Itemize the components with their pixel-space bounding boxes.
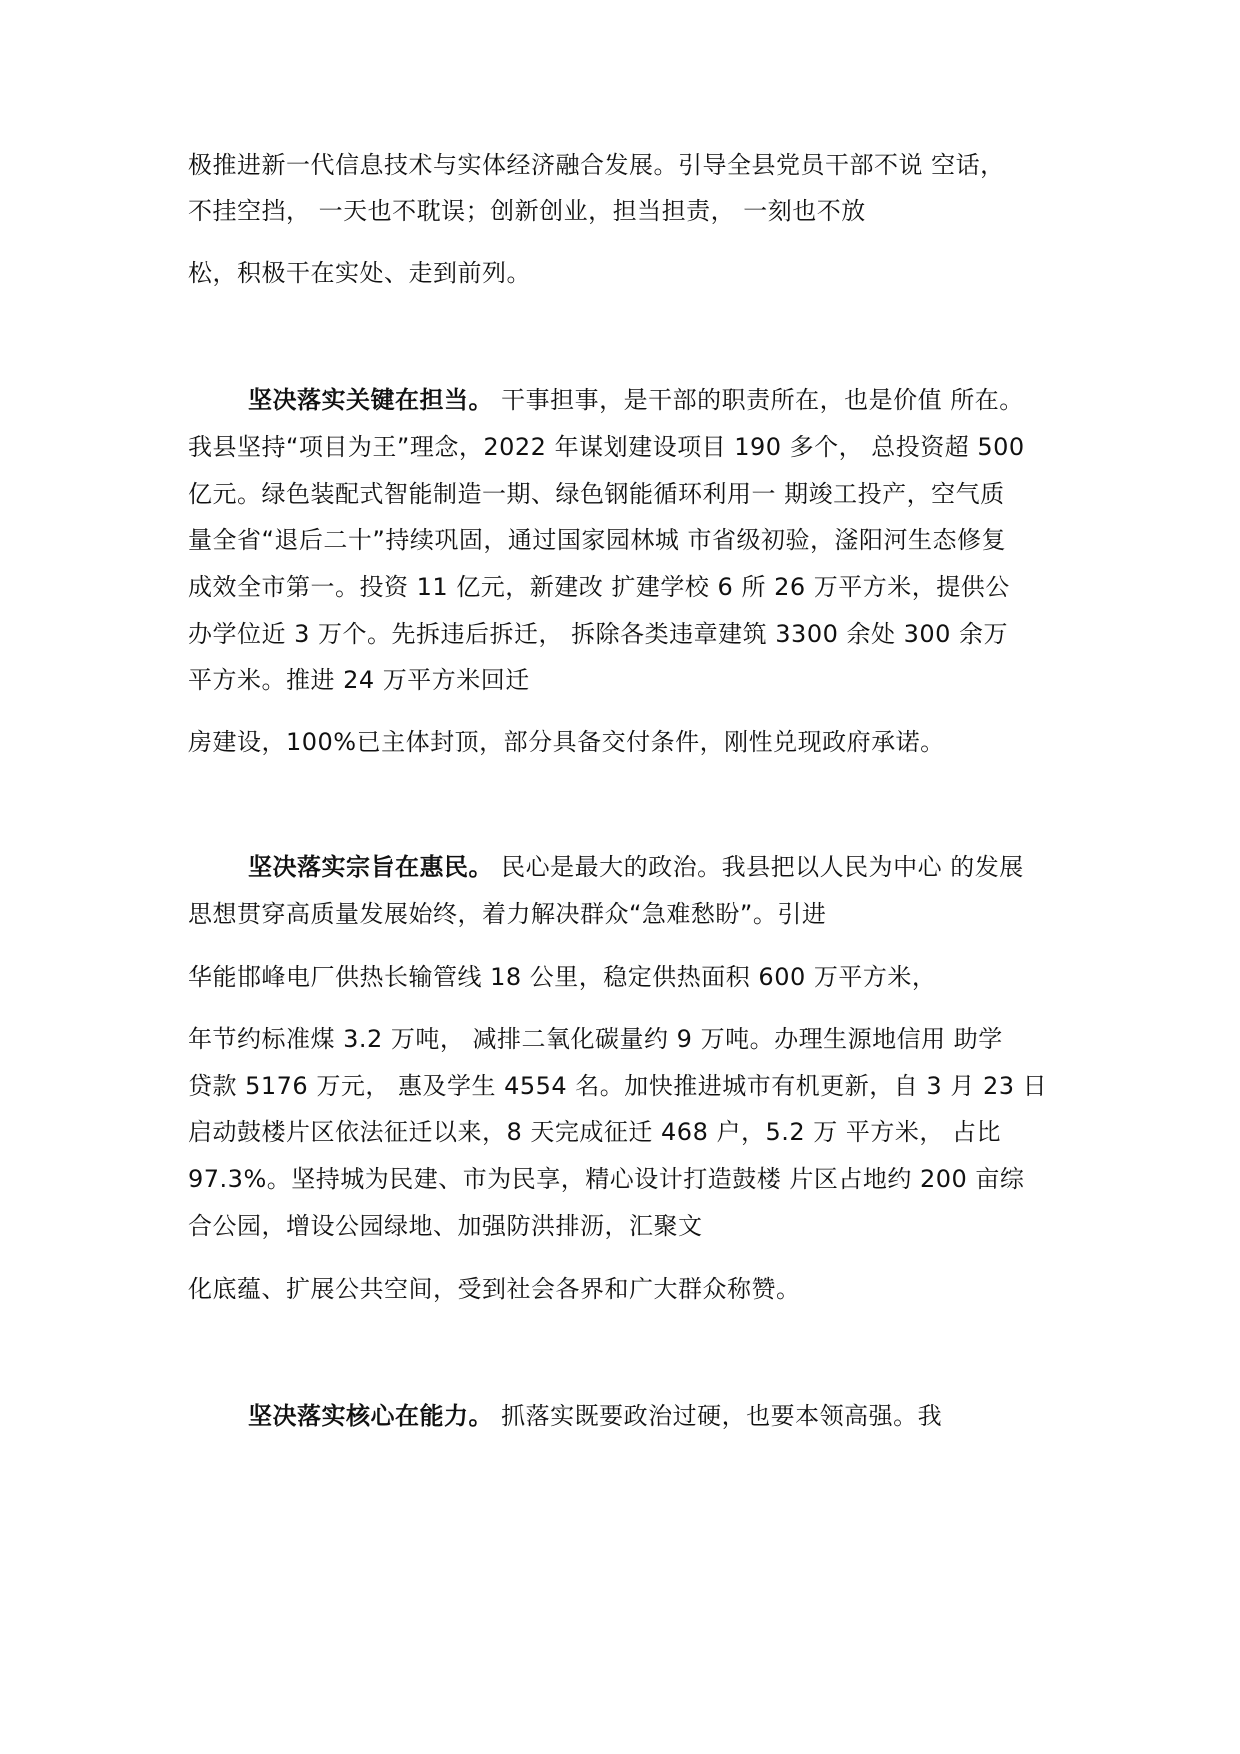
paragraph-first-line (248, 1399, 942, 1433)
text-line: 房建设，100%已主体封顶，部分具备交付条件，刚性兑现政府承诺。 (188, 728, 945, 756)
paragraph-lead-heading: 坚决落实宗旨在惠民。 (248, 853, 493, 881)
paragraph-first-line-text: 民心是最大的政治。我县把以人民为中心 的发展 (493, 853, 1024, 881)
text-line: 化底蕴、扩展公共空间，受到社会各界和广大群众称赞。 (188, 1275, 801, 1303)
text-line: 量全省“退后二十”持续巩固，通过国家园林城 市省级初验，滏阳河生态修复 (188, 526, 1006, 554)
text-line: 亿元。绿色装配式智能制造一期、绿色钢能循环利用一 期竣工投产，空气质 (188, 480, 1005, 508)
text-line: 平方米。推进 24 万平方米回迁 (188, 666, 530, 694)
text-line: 办学位近 3 万个。先拆违后拆迁， 拆除各类违章建筑 3300 余处 300 余万 (188, 620, 1009, 648)
text-line: 合公园，增设公园绿地、加强防洪排沥，汇聚文 (188, 1212, 703, 1240)
text-line: 97.3%。坚持城为民建、市为民享，精心设计打造鼓楼 片区占地约 200 亩综 (188, 1165, 1025, 1193)
text-line: 成效全市第一。投资 11 亿元，新建改 扩建学校 6 所 26 万平方米，提供公 (188, 573, 1010, 601)
paragraph-first-line (248, 383, 1024, 417)
text-line: 松，积极干在实处、走到前列。 (188, 259, 531, 287)
text-line: 极推进新一代信息技术与实体经济融合发展。引导全县党员干部不说 空话， (188, 151, 1005, 179)
paragraph-first-line-text: 抓落实既要政治过硬，也要本领高强。我 (493, 1402, 943, 1430)
text-line: 不挂空挡， 一天也不耽误；创新创业，担当担责， 一刻也不放 (188, 197, 866, 225)
text-line: 我县坚持“项目为王”理念，2022 年谋划建设项目 190 多个， 总投资超 500 (188, 433, 1025, 461)
text-line: 启动鼓楼片区依法征迁以来，8 天完成征迁 468 户，5.2 万 平方米， 占比 (188, 1118, 1002, 1146)
text-line: 思想贯穿高质量发展始终，着力解决群众“急难愁盼”。引进 (188, 900, 827, 928)
text-line: 年节约标准煤 3.2 万吨， 减排二氧化碳量约 9 万吨。办理生源地信用 助学 (188, 1025, 1003, 1053)
text-line: 贷款 5176 万元， 惠及学生 4554 名。加快推进城市有机更新，自 3 月 23 日 (188, 1072, 1048, 1100)
paragraph-first-line-text: 干事担事，是干部的职责所在，也是价值 所在。 (493, 386, 1024, 414)
paragraph-first-line (248, 850, 1024, 884)
text-line: 华能邯峰电厂供热长输管线 18 公里，稳定供热面积 600 万平方米， (188, 963, 937, 991)
paragraph-lead-heading: 坚决落实核心在能力。 (248, 1402, 493, 1430)
paragraph-lead-heading: 坚决落实关键在担当。 (248, 386, 493, 414)
